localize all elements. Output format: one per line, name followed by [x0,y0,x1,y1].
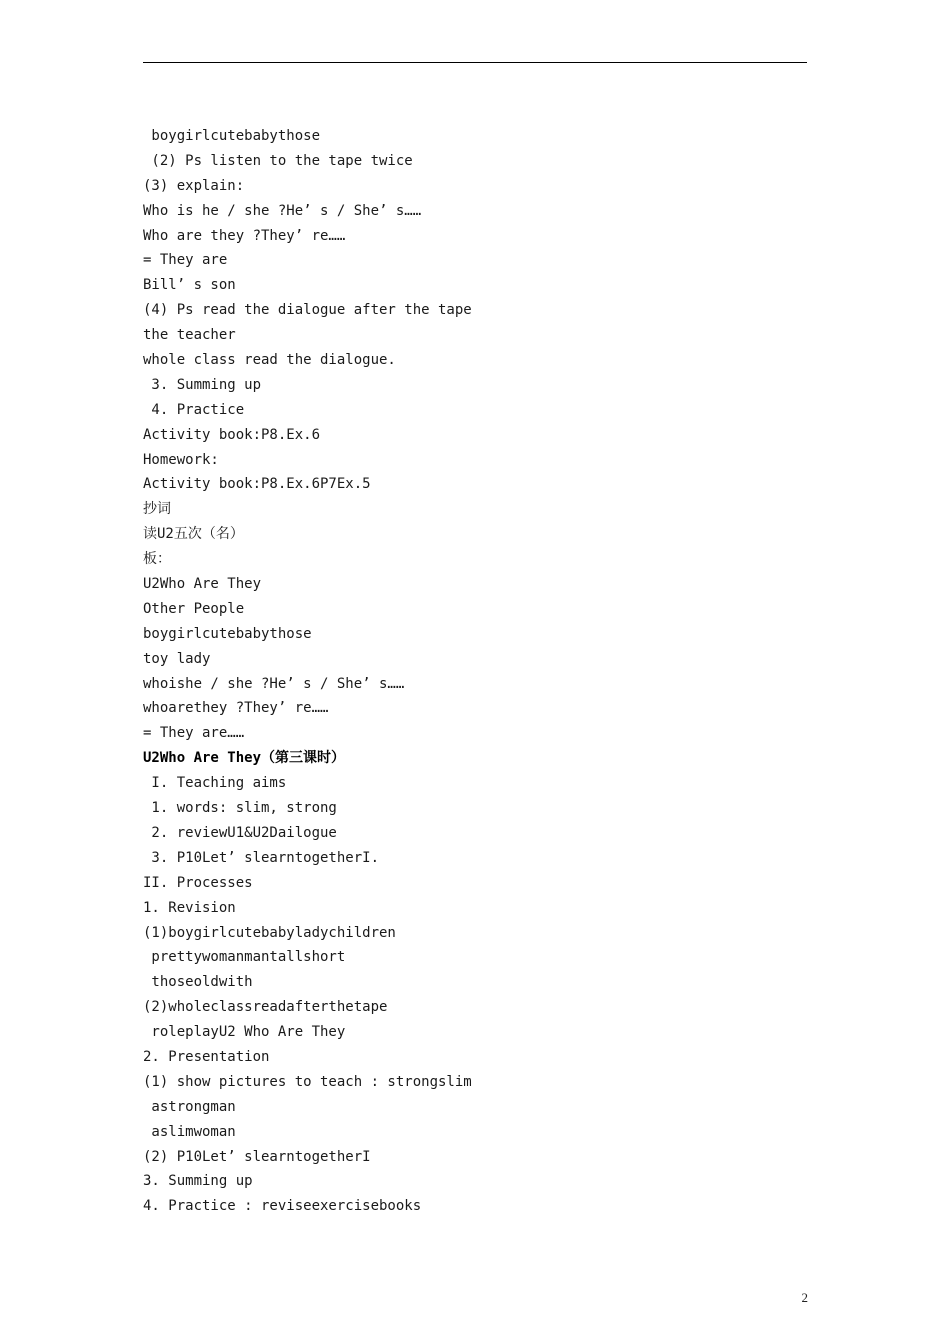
text-line: 3. Summing up [143,1173,253,1190]
text-line: 板： [143,551,171,568]
text-line: U2Who Are They [143,576,262,593]
text-line: 3. P10Let’ slearntogetherI. [143,849,380,866]
text-line: Bill’ s son [143,277,236,294]
text-line: aslimwoman [143,1123,236,1140]
text-line: roleplayU2 Who Are They [143,1024,346,1041]
text-line: Homework: [143,451,219,468]
text-line: 4. Practice [143,401,245,418]
page-number: 2 [801,1290,808,1305]
text-line: II. Processes [143,874,253,891]
text-line: 4. Practice : reviseexercisebooks [143,1198,422,1215]
text-line: Who are they ?They’ re…… [143,227,346,244]
text-line: thoseoldwith [143,974,253,991]
text-line: 2. reviewU1&U2Dailogue [143,824,337,841]
text-line: (2)wholeclassreadafterthetape [143,999,388,1016]
text-line: whoishe / she ?He’ s / She’ s…… [143,675,405,692]
text-line: (2) P10Let’ slearntogetherI [143,1148,371,1165]
text-line: (3) explain: [143,177,245,194]
text-line: = They are…… [143,725,245,742]
text-line: whole class read the dialogue. [143,352,396,369]
text-line: 2. Presentation [143,1048,270,1065]
document-body [143,124,807,1219]
text-line: Who is he / she ?He’ s / She’ s…… [143,202,422,219]
text-line: I. Teaching aims [143,775,287,792]
text-line: 抄词 [143,501,171,518]
text-line: prettywomanmantallshort [143,949,346,966]
text-line: Activity book:P8.Ex.6 [143,426,321,443]
text-line: boygirlcutebabythose [143,625,312,642]
text-line: (2) Ps listen to the tape twice [143,152,413,169]
text-line: (1) show pictures to teach : strongslim [143,1073,472,1090]
text-line: 1. Revision [143,899,236,916]
text-line: 读U2五次（名） [143,526,244,543]
text-line: = They are [143,252,228,269]
text-line: 1. words: slim, strong [143,800,337,817]
text-line: boygirlcutebabythose [143,128,321,144]
text-line: Activity book:P8.Ex.6P7Ex.5 [143,476,371,493]
text-line: the teacher [143,327,236,344]
text-line: astrongman [143,1098,236,1115]
text-line: whoarethey ?They’ re…… [143,700,329,717]
section-heading: U2Who Are They（第三课时） [143,750,346,767]
text-line: 3. Summing up [143,376,262,393]
text-line: (1)boygirlcutebabyladychildren [143,924,396,941]
header-rule [143,62,807,63]
text-line: (4) Ps read the dialogue after the tape [143,302,472,319]
text-line: Other People [143,600,245,617]
text-line: toy lady [143,650,211,667]
